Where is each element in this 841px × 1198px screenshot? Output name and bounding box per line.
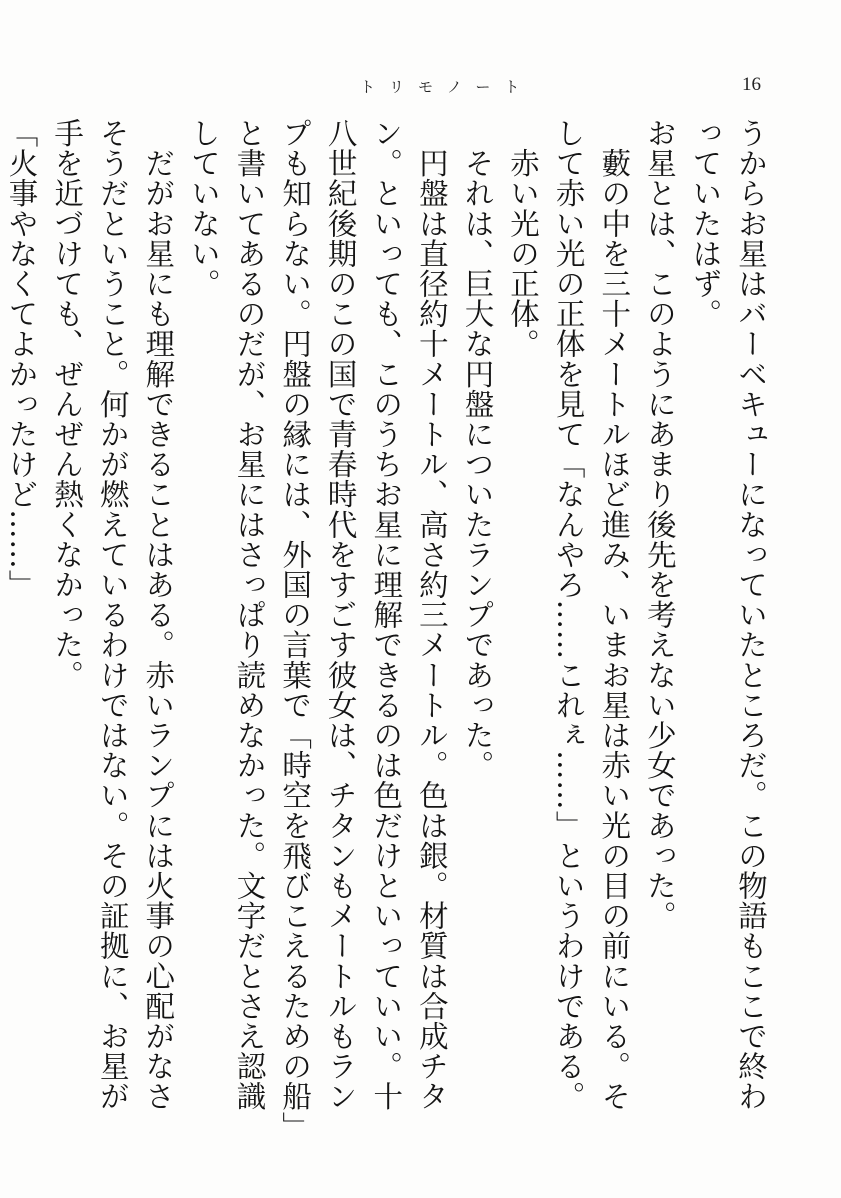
running-header-title: トリモノート <box>360 78 534 96</box>
paragraph: それは、巨大な円盤についたランプであった。 <box>460 118 495 781</box>
paragraph: 藪の中を三十メートルほど進み、いまお星は赤い光の目の前にいる。そして赤い光の正体を見て「なんやろ……これぇ……」というわけである。 <box>551 118 632 1112</box>
paragraph: お星とは、このようにあまり後先を考えない少女であった。 <box>642 118 677 931</box>
paragraph: 「火事やなくてよかったけど……」 <box>4 118 39 600</box>
paragraph: うからお星はバーベキューになっていたところだ。この物語もここで終わっていたはず。 <box>688 118 768 1112</box>
paragraph: 赤い光の正体。 <box>506 118 541 359</box>
paragraph: 円盤は直径約十メートル、高さ約三メートル。色は銀。材質は合成チタン。といっても、このうちお星に理解できるのは色だけといっていい。十八世紀後期のこの国で青春時代をすごす彼女は、チタンもメートルもランプも知らない。円盤の縁には、外国の言葉で「時空を飛びこえるための船」と書いてあるのだが、お星にはさっぱり読めなかった。文字だとさえ認識していない。 <box>186 118 449 1127</box>
body-text-column <box>4 118 773 1128</box>
page-number: 16 <box>742 74 761 95</box>
paragraph: だがお星にも理解できることはある。赤いランプには火事の心配がなさそうだということ。何かが燃えているわけではない。その証拠に、お星が手を近づけても、ぜんぜん熱くなかった。 <box>50 118 176 1112</box>
